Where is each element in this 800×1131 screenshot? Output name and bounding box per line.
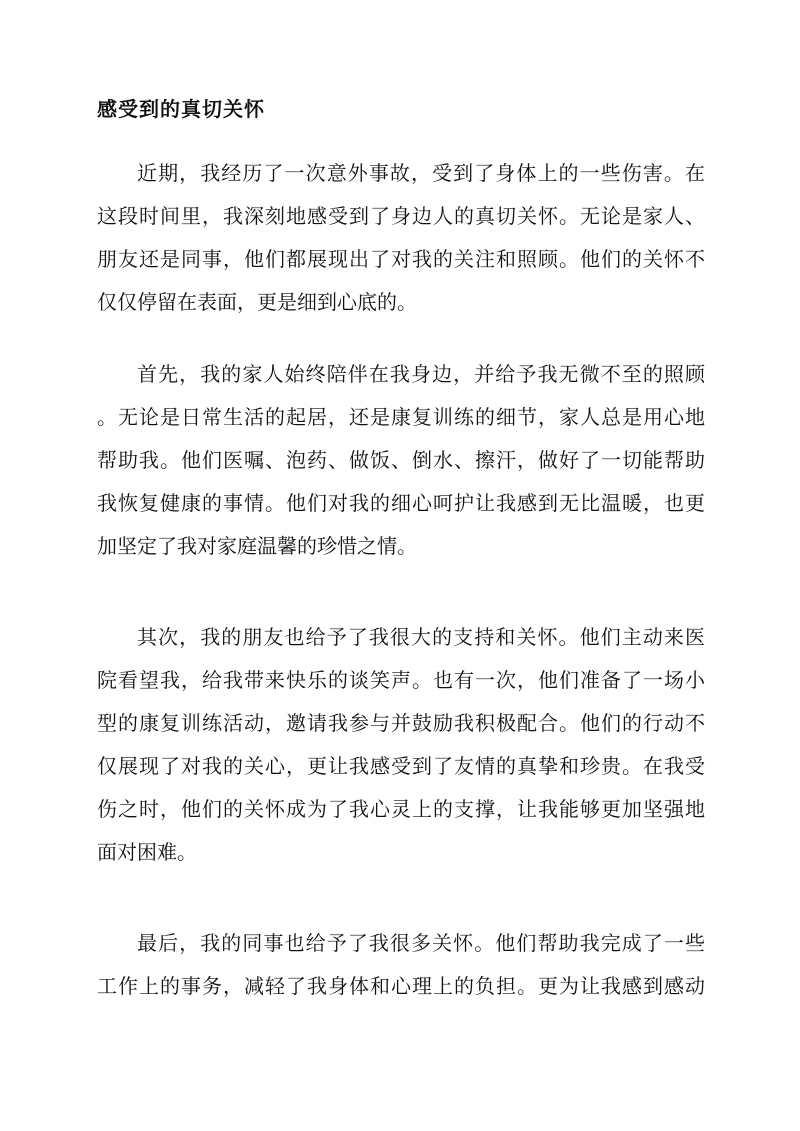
paragraph-line: 帮助我。他们医嘱、泡药、做饭、倒水、擦汗，做好了一切能帮助 <box>97 448 705 472</box>
paragraph-line: 型的康复训练活动，邀请我参与并鼓励我积极配合。他们的行动不 <box>97 711 705 735</box>
paragraph-line: 首先，我的家人始终陪伴在我身边，并给予我无微不至的照顾 <box>137 362 705 386</box>
paragraph-line: 院看望我，给我带来快乐的谈笑声。也有一次，他们准备了一场小 <box>97 668 705 692</box>
paragraph-line: 近期，我经历了一次意外事故，受到了身体上的一些伤害。在 <box>137 161 705 185</box>
paragraph-1 <box>97 152 705 324</box>
paragraph-2 <box>97 353 705 568</box>
paragraph-line: 伤之时，他们的关怀成为了我心灵上的支撑，让我能够更加坚强地 <box>97 797 705 821</box>
paragraph-line: 最后，我的同事也给予了我很多关怀。他们帮助我完成了一些 <box>137 931 705 955</box>
document-title: 感受到的真切关怀 <box>97 97 265 121</box>
paragraph-line: 仅展现了对我的关心，更让我感受到了友情的真挚和珍贵。在我受 <box>97 754 705 778</box>
paragraph-line: 朋友还是同事，他们都展现出了对我的关注和照顾。他们的关怀不 <box>97 247 705 271</box>
paragraph-3 <box>97 616 705 874</box>
paragraph-line: 我恢复健康的事情。他们对我的细心呵护让我感到无比温暖，也更 <box>97 491 705 515</box>
paragraph-line: 面对困难。 <box>97 840 197 864</box>
paragraph-line: 这段时间里，我深刻地感受到了身边人的真切关怀。无论是家人、 <box>97 204 705 228</box>
paragraph-line: 加坚定了我对家庭温馨的珍惜之情。 <box>97 534 417 558</box>
paragraph-line: 仅仅停留在表面，更是细到心底的。 <box>97 290 417 314</box>
paragraph-line: 工作上的事务，减轻了我身体和心理上的负担。更为让我感到感动 <box>97 974 705 998</box>
paragraph-line: 其次，我的朋友也给予了我很大的支持和关怀。他们主动来医 <box>137 625 705 649</box>
paragraph-line: 。无论是日常生活的起居，还是康复训练的细节，家人总是用心地 <box>97 405 705 429</box>
paragraph-4 <box>97 922 705 1008</box>
